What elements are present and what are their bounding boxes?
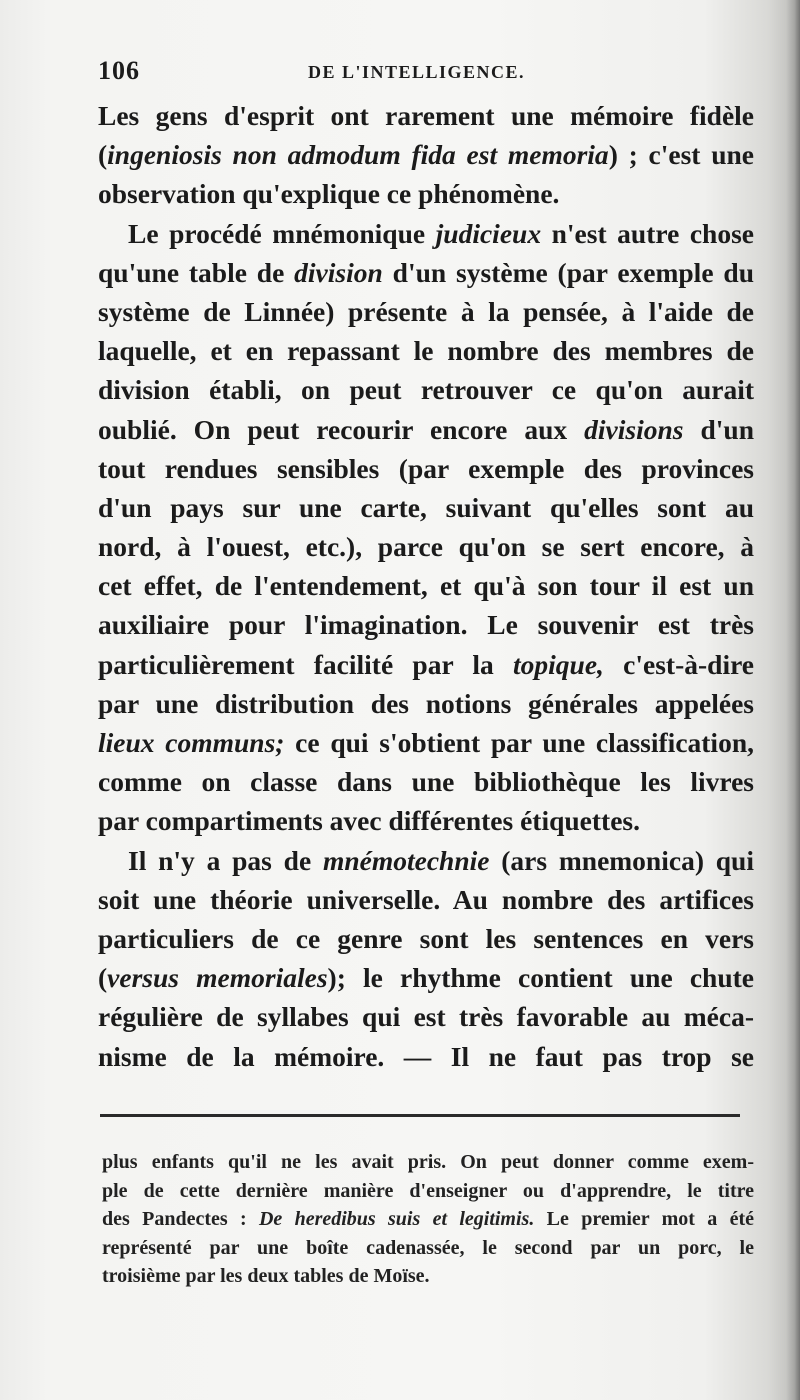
- footnote-text: [102, 1148, 754, 1291]
- page-number: 106: [98, 56, 140, 85]
- footnote-line: représenté par une boîte cadenassée, le second par un porc, le: [102, 1236, 754, 1259]
- text-line: par compartiments avec différentes étiquettes.: [98, 805, 640, 837]
- text-line: nisme de la mémoire. — Il ne faut pas trop se: [98, 1040, 754, 1072]
- text-line: nord, à l'ouest, etc.), parce qu'on se sert encore, à: [98, 531, 754, 563]
- text-line: Le procédé mnémonique judicieux n'est autre chose: [128, 217, 754, 249]
- italic-phrase: versus memoriales: [107, 962, 328, 994]
- italic-phrase: judicieux: [435, 217, 542, 249]
- italic-phrase: De heredibus suis et legitimis.: [258, 1208, 535, 1230]
- text-line: division établi, on peut retrouver ce qu'on aurait: [98, 374, 754, 406]
- text-line: régulière de syllabes qui est très favorable au méca-: [98, 1001, 754, 1033]
- italic-phrase: divisions: [584, 413, 684, 445]
- text-line: oublié. On peut recourir encore aux divisions d'un: [98, 413, 754, 445]
- italic-phrase: ingeniosis non admodum fida est memoria: [107, 139, 609, 171]
- italic-phrase: lieux communs;: [98, 727, 285, 758]
- text-line: qu'une table de division d'un système (par exemple du: [98, 256, 754, 288]
- text-line: auxiliaire pour l'imagination. Le souvenir est très: [98, 609, 754, 641]
- footnote-line: troisième par les deux tables de Moïse.: [102, 1265, 430, 1287]
- text-line: lieux communs; ce qui s'obtient par une classification,: [98, 727, 754, 758]
- page-edge-shadow: [786, 0, 800, 1400]
- italic-phrase: mnémotechnie: [322, 844, 490, 876]
- text-line: (ingeniosis non admodum fida est memoria) ; c'est une: [98, 139, 754, 171]
- page-header: [98, 56, 758, 96]
- running-title: DE L'INTELLIGENCE.: [308, 62, 526, 82]
- text-line: Les gens d'esprit ont rarement une mémoire fidèle: [98, 100, 754, 131]
- text-line: particuliers de ce genre sont les sentences en vers: [98, 922, 754, 954]
- text-line: (versus memoriales); le rhythme contient une chute: [98, 962, 754, 994]
- text-line: par une distribution des notions générales appelées: [98, 687, 754, 719]
- text-line: système de Linnée) présente à la pensée, à l'aide de: [98, 295, 754, 327]
- footnote-divider: [100, 1114, 740, 1117]
- footnote-line: ple de cette dernière manière d'enseigner ou d'apprendre, le titre: [102, 1179, 754, 1202]
- italic-phrase: topique,: [513, 648, 604, 680]
- text-line: d'un pays sur une carte, suivant qu'elles sont au: [98, 491, 754, 523]
- text-line: particulièrement facilité par la topique, c'est-à-dire: [98, 648, 755, 680]
- footnote-line: plus enfants qu'il ne les avait pris. On peut donner comme exem-: [102, 1151, 754, 1173]
- main-text: [98, 96, 754, 1076]
- text-line: tout rendues sensibles (par exemple des provinces: [98, 452, 754, 484]
- text-line: laquelle, et en repassant le nombre des membres de: [98, 335, 754, 367]
- text-line: cet effet, de l'entendement, et qu'à son tour il est un: [98, 570, 754, 602]
- text-line: soit une théorie universelle. Au nombre des artifices: [98, 883, 754, 915]
- text-line: observation qu'explique ce phénomène.: [98, 178, 560, 210]
- italic-phrase: division: [294, 256, 383, 288]
- text-line: Il n'y a pas de mnémotechnie (ars mnemonica) qui: [128, 844, 754, 876]
- text-line: comme on classe dans une bibliothèque les livres: [98, 766, 754, 798]
- footnote-line: des Pandectes : De heredibus suis et legitimis. Le premier mot a été: [102, 1208, 755, 1230]
